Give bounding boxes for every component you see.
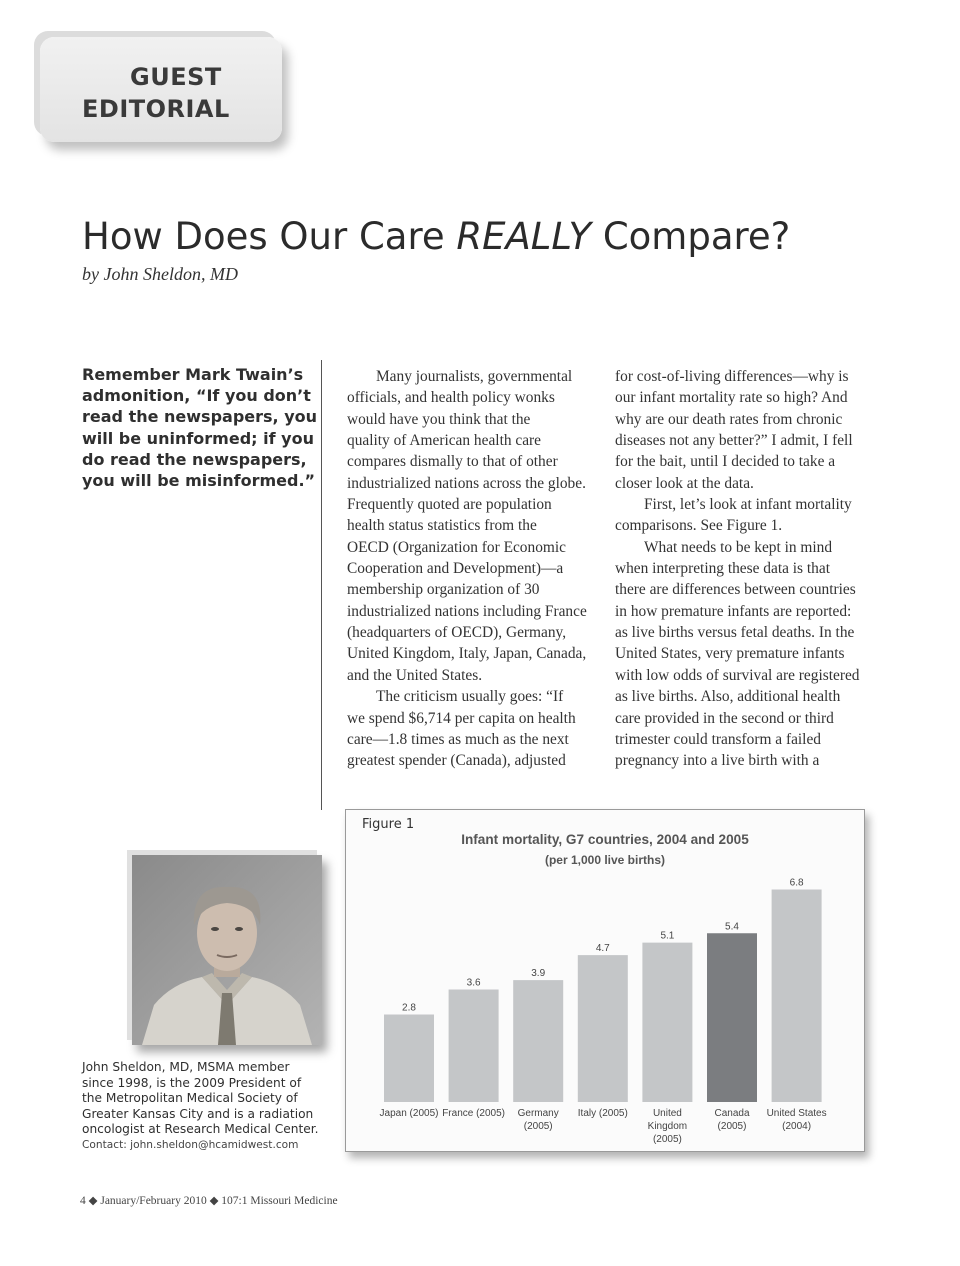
body-text-line: with low odds of survival are registered — [615, 666, 860, 684]
caption-line: John Sheldon, MD, MSMA member — [82, 1060, 290, 1074]
title-emphasis: REALLY — [456, 215, 592, 258]
title-part-2: Compare? — [591, 215, 791, 258]
chart-bar — [578, 955, 628, 1102]
chart-data-label: 4.7 — [595, 943, 610, 955]
body-text-line: there are differences between countries — [615, 581, 856, 599]
chart-bar — [384, 1015, 434, 1103]
body-text-line: OECD (Organization for Economic — [347, 538, 566, 556]
body-text-line: for the bait, until I decided to take a — [615, 453, 836, 471]
body-text-line: The criticism usually goes: “If — [376, 688, 564, 706]
body-text-line: United Kingdom, Italy, Japan, Canada, — [347, 645, 587, 663]
chart-category-label: Japan (2005) — [379, 1108, 439, 1119]
chart-bar — [642, 943, 692, 1102]
pull-quote-line: Remember Mark Twain’s — [82, 365, 304, 384]
body-text-line: comparisons. See Figure 1. — [615, 517, 783, 535]
body-text-line: our infant mortality rate so high? And — [615, 389, 848, 407]
chart-data-label: 5.4 — [725, 921, 739, 933]
body-text-line: in how premature infants are reported: — [615, 602, 852, 620]
body-column-1 — [347, 366, 597, 772]
chart-data-label: 5.1 — [660, 930, 675, 942]
chart-data-label: 3.9 — [531, 968, 546, 980]
chart-category-label: (2005) — [652, 1134, 682, 1145]
pull-quote-line: do read the newspapers, — [82, 449, 307, 469]
figure-1 — [345, 809, 865, 1152]
body-text-line: when interpreting these data is that — [615, 560, 830, 578]
chart-category-label: United States — [766, 1108, 827, 1119]
caption-line: the Metropolitan Medical Society of — [82, 1091, 298, 1106]
pull-quote-line: will be uninformed; if you — [82, 428, 314, 448]
body-text-line: Frequently quoted are population — [347, 496, 552, 514]
chart-category-label: United — [652, 1108, 682, 1119]
chart-category-label: Kingdom — [647, 1121, 688, 1132]
body-text-line: health status statistics from the — [347, 517, 537, 535]
pull-quote — [82, 364, 317, 491]
chart-bar — [449, 990, 499, 1103]
body-text-line: why are our death rates from chronic — [615, 410, 843, 428]
pull-quote-line: you will be misinformed.” — [82, 471, 316, 491]
pull-quote-line: read the newspapers, you — [82, 407, 317, 427]
section-tab-line1: GUEST — [130, 63, 222, 91]
body-text-line: officials, and health policy wonks — [347, 389, 555, 407]
body-text-line: First, let’s look at infant mortality — [644, 496, 852, 514]
chart-category-label: Italy (2005) — [577, 1108, 628, 1119]
body-text-line: United States, very premature infants — [615, 645, 845, 663]
body-text-line: as live births. Also, additional health — [615, 688, 841, 706]
body-text-line: Many journalists, governmental — [376, 368, 573, 385]
chart-bar — [513, 980, 563, 1102]
body-text-line: industrialized nations across the globe. — [347, 474, 586, 492]
author-contact: Contact: john.sheldon@hcamidwest.com — [82, 1138, 299, 1151]
chart-title: Infant mortality, G7 countries, 2004 and 2005 — [461, 832, 749, 847]
body-text-line: diseases not any better?” I admit, I fell — [615, 432, 853, 450]
section-tab-line2: EDITORIAL — [82, 95, 230, 123]
author-caption — [82, 1060, 327, 1154]
body-text-line: pregnancy into a live birth with a — [615, 752, 820, 770]
chart-category-label: (2005) — [523, 1121, 553, 1132]
caption-line: since 1998, is the 2009 President of — [82, 1075, 302, 1090]
body-text-line: closer look at the data. — [615, 474, 754, 492]
body-text-line: would have you think that the — [347, 410, 531, 428]
article-title — [82, 215, 790, 258]
body-column-2 — [615, 366, 870, 772]
body-text-line: (headquarters of OECD), Germany, — [347, 624, 567, 642]
figure-label: Figure 1 — [362, 817, 415, 832]
body-text-line: we spend $6,714 per capita on health — [347, 709, 576, 727]
body-text-line: What needs to be kept in mind — [644, 538, 833, 556]
chart-bar — [707, 933, 757, 1102]
pull-quote-line: admonition, “If you don’t — [82, 386, 311, 406]
chart-bar — [772, 890, 822, 1103]
chart-data-label: 6.8 — [789, 877, 804, 889]
body-text-line: and the United States. — [347, 666, 483, 684]
title-part-1: How Does Our Care — [82, 215, 457, 258]
body-text-line: Cooperation and Development)—a — [347, 560, 564, 578]
chart-category-label: (2005) — [717, 1121, 747, 1132]
body-text-line: greatest spender (Canada), adjusted — [347, 752, 566, 770]
body-text-line: for cost-of-living differences—why is — [615, 368, 849, 385]
body-text-line: compares dismally to that of other — [347, 453, 558, 471]
body-text-line: membership organization of 30 — [347, 581, 540, 599]
chart-data-label: 3.6 — [466, 977, 481, 989]
body-text-line: trimester could transform a failed — [615, 730, 821, 748]
page-footer: 4 ◆ January/February 2010 ◆ 107:1 Missouri Medicine — [80, 1195, 338, 1207]
chart-data-label: 2.8 — [402, 1002, 416, 1014]
body-text-line: quality of American health care — [347, 432, 542, 450]
chart-category-label: Canada — [714, 1108, 750, 1119]
chart-category-label: (2004) — [782, 1121, 812, 1132]
chart-subtitle: (per 1,000 live births) — [544, 853, 666, 867]
infant-mortality-chart — [346, 810, 864, 1151]
author-photo — [132, 855, 322, 1045]
byline: by John Sheldon, MD — [82, 264, 238, 284]
chart-category-label: France (2005) — [442, 1108, 506, 1119]
body-text-line: as live births versus fetal deaths. In the — [615, 624, 855, 642]
body-text-line: industrialized nations including France — [347, 602, 587, 620]
column-divider — [321, 360, 322, 810]
body-text-line: care provided in the second or third — [615, 709, 834, 727]
body-text-line: care—1.8 times as much as the next — [347, 730, 569, 748]
caption-line: oncologist at Research Medical Center. — [82, 1122, 319, 1137]
caption-line: Greater Kansas City and is a radiation — [82, 1106, 314, 1121]
chart-category-label: Germany — [517, 1108, 559, 1119]
